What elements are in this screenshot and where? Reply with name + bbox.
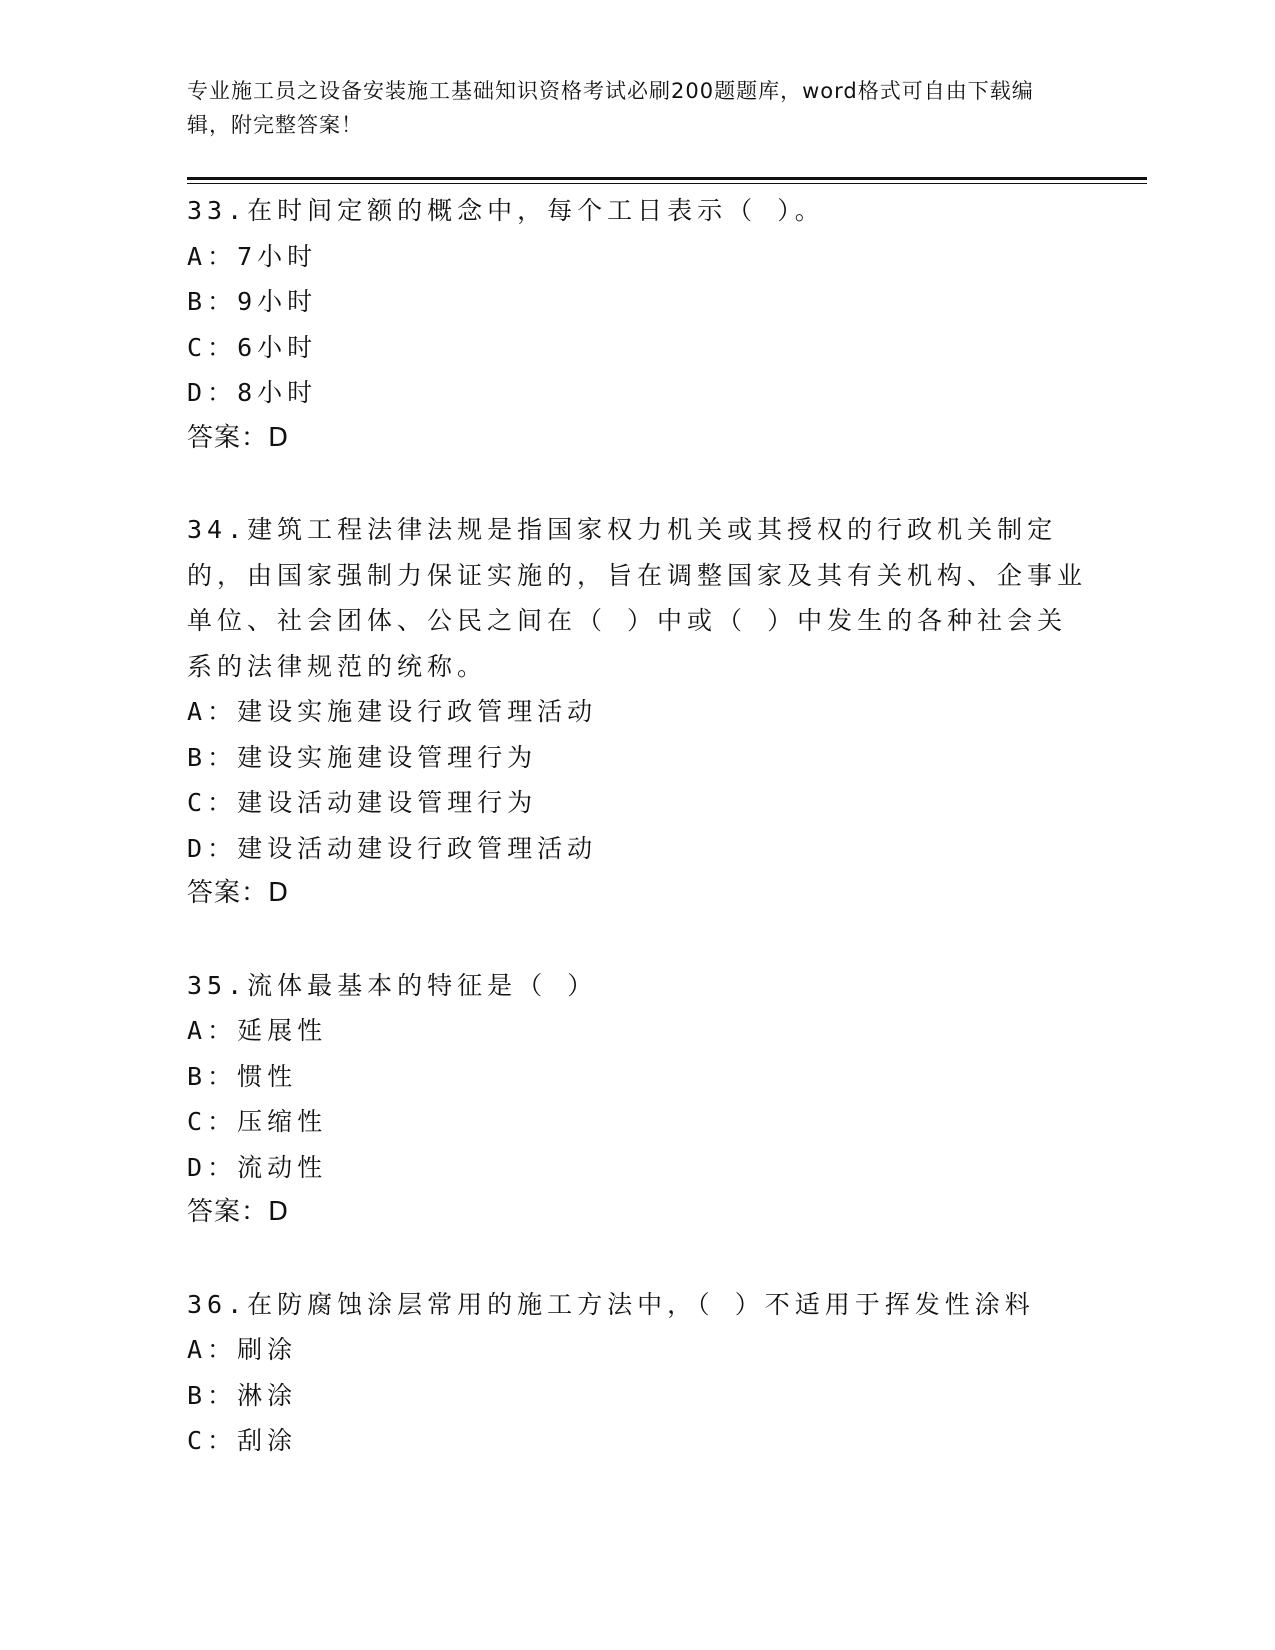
option-label: C： [187,788,238,817]
option-label: A： [187,697,238,726]
option-c [187,325,1087,371]
option-text: 流动性 [237,1152,328,1182]
option-label: B： [187,1061,238,1091]
option-label: B： [187,287,238,316]
question-34 [187,507,1087,917]
option-d [187,826,1087,872]
option-label: B： [187,742,238,772]
option-text: 建设活动建设管理行为 [237,788,538,817]
question-stem: 34.建筑工程法律法规是指国家权力机关或其授权的行政机关制定的，由国家强制力保证实施的，旨在调整国家及其有关机构、企事业单位、社会团体、公民之间在（ ）中或（ ）中发生的各种社会关系的法律规范的统称。 [187,515,1088,681]
option-d [187,1145,1087,1191]
answer-text: 答案：D [187,1197,290,1227]
question-36 [187,1282,1087,1464]
question-33 [187,188,1087,461]
option-label: C： [187,1107,238,1136]
question-35 [187,963,1087,1236]
header-divider-thick [187,177,1147,180]
option-a [187,1327,1087,1373]
option-label: B： [187,1380,238,1410]
option-text: 建设实施建设管理行为 [237,742,538,772]
option-label: C： [187,1426,238,1455]
question-stem: 33.在时间定额的概念中，每个工日表示（ ）。 [187,196,825,225]
option-b [187,1373,1087,1419]
option-text: 7小时 [237,241,318,271]
question-stem: 36.在防腐蚀涂层常用的施工方法中，（ ）不适用于挥发性涂料 [187,1289,1035,1319]
option-text: 淋涂 [237,1380,298,1410]
option-label: A： [187,241,238,271]
option-b [187,279,1087,325]
option-label: A： [187,1016,238,1045]
answer-text: 答案：D [187,422,290,453]
option-text: 8小时 [237,378,318,407]
option-label: A： [187,1335,238,1364]
option-text: 惯性 [237,1061,298,1091]
option-text: 延展性 [237,1016,328,1045]
option-b [187,735,1087,781]
option-text: 6小时 [237,332,318,362]
option-text: 建设活动建设行政管理活动 [237,833,598,863]
question-stem: 35.流体最基本的特征是（ ） [187,970,598,1000]
option-text: 9小时 [237,287,318,316]
option-d [187,370,1087,416]
option-a [187,1008,1087,1054]
option-text: 建设实施建设行政管理活动 [237,697,598,726]
option-c [187,1099,1087,1145]
option-b [187,1054,1087,1100]
option-a [187,689,1087,735]
option-label: D： [187,833,238,863]
option-text: 压缩性 [237,1107,328,1136]
answer-text: 答案：D [187,878,290,908]
option-c [187,780,1087,826]
question-list [187,188,1087,1510]
option-label: D： [187,378,238,407]
option-c [187,1418,1087,1464]
option-label: D： [187,1152,238,1182]
option-text: 刷涂 [237,1335,298,1364]
option-a [187,234,1087,280]
header-divider-thin [187,183,1147,184]
option-label: C： [187,332,238,362]
option-text: 刮涂 [237,1426,298,1455]
document-header: 专业施工员之设备安装施工基础知识资格考试必刷200题题库，word格式可自由下载编辑，附完整答案！ [187,79,1034,137]
